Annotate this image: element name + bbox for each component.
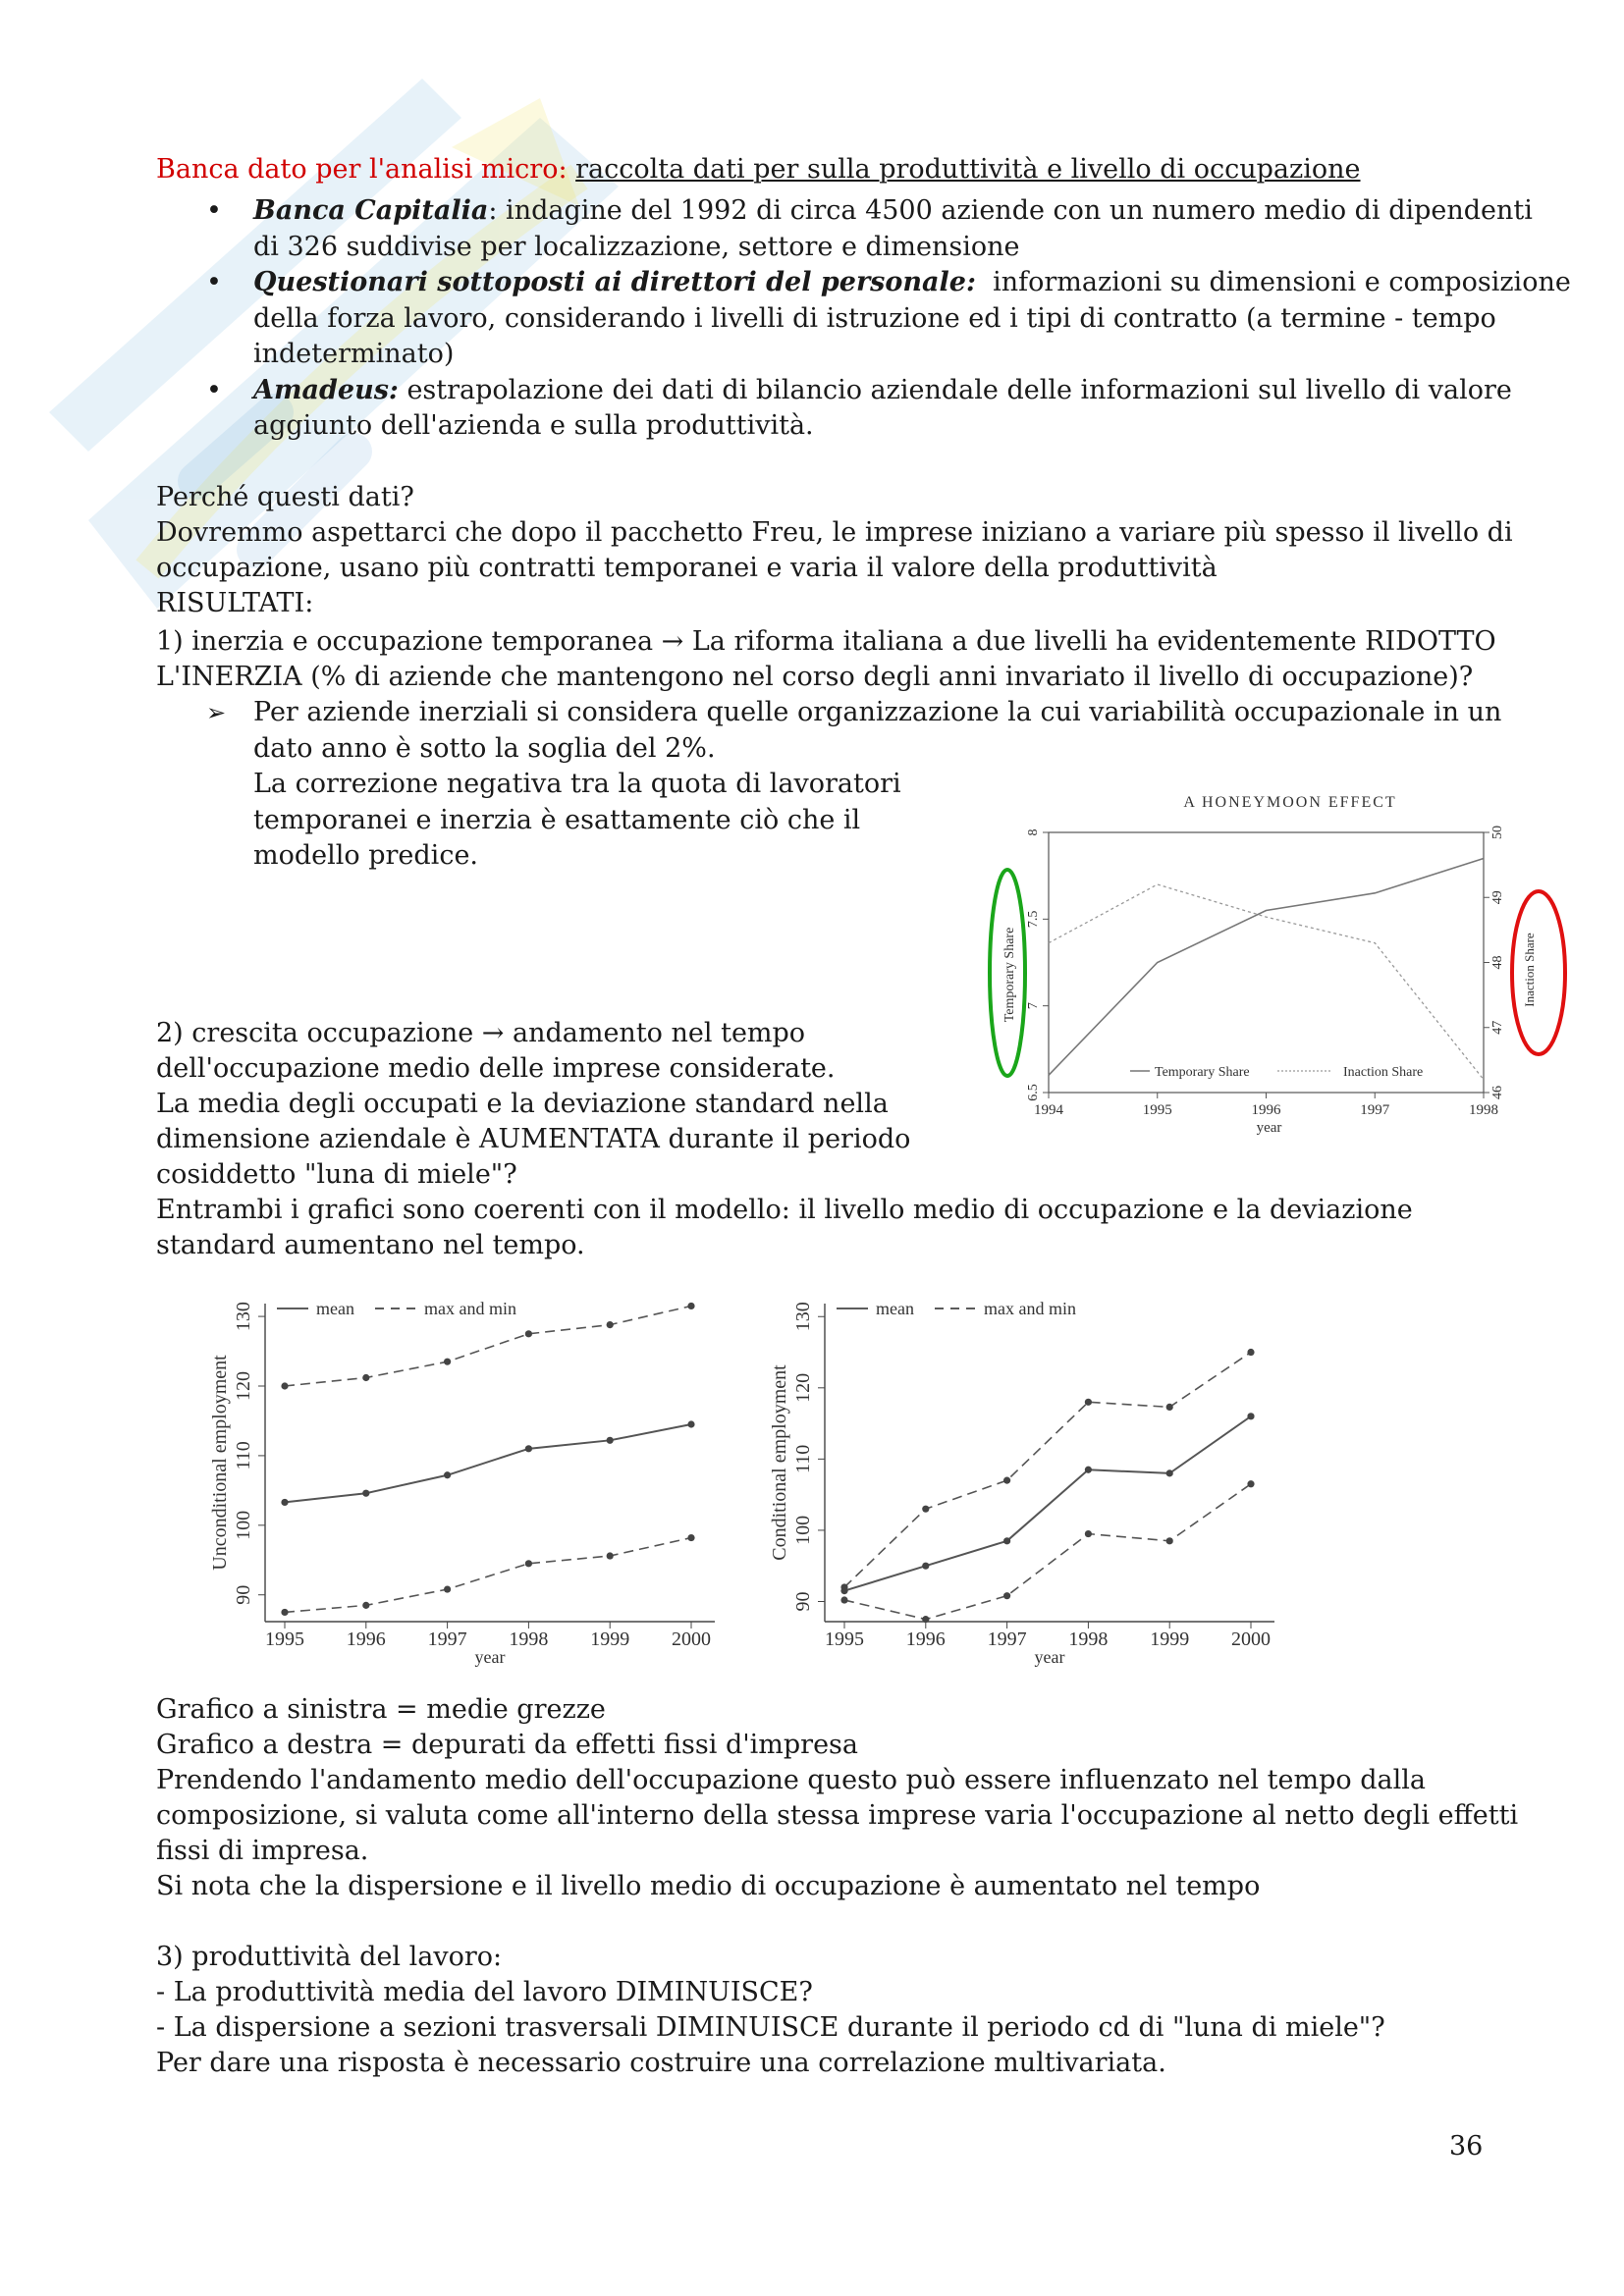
section-3-line-3: - La dispersione a sezioni trasversali DIMINUISCE durante il periodo cd di "luna di miele"?: [156, 2012, 1385, 2043]
plot-frame: [1049, 832, 1484, 1093]
y-tick-label: 110: [233, 1441, 254, 1470]
series-max-point: [281, 1382, 288, 1389]
series-min-point: [525, 1560, 532, 1567]
after-charts-line-3: Prendendo l'andamento medio dell'occupazione questo può essere influenzato nel tempo dalla: [156, 1765, 1426, 1795]
y-tick-label: 100: [792, 1515, 814, 1545]
x-tick-label: 1995: [1142, 1102, 1172, 1118]
y-tick-label: 90: [792, 1591, 814, 1612]
series-max-line: [844, 1353, 1251, 1587]
series-mean-point: [362, 1490, 369, 1497]
result-1-line-1: 1) inerzia e occupazione temporanea → La riforma italiana a due livelli ha evidentemente RIDOTTO: [156, 626, 1496, 657]
x-tick-label: 1999: [1150, 1629, 1190, 1650]
x-axis-label: year: [474, 1647, 506, 1667]
x-tick-label: 1998: [509, 1629, 549, 1650]
section-2-line-7: standard aumentano nel tempo.: [156, 1230, 585, 1260]
y-tick-label: 120: [792, 1372, 814, 1403]
bullet-text: : indagine del 1992 di circa 4500 aziende con un numero medio di dipendenti: [488, 195, 1533, 226]
conditional-employment-chart: [756, 1276, 1306, 1669]
series-temporary-share-line: [1049, 859, 1484, 1076]
series-mean-point: [1085, 1467, 1092, 1473]
series-mean-point: [607, 1437, 614, 1444]
after-charts-line-5: fissi di impresa.: [156, 1836, 369, 1866]
series-max-point: [362, 1374, 369, 1381]
series-mean-point: [687, 1420, 694, 1427]
data-sources-list: [206, 193, 1571, 445]
x-tick-label: 1996: [905, 1629, 946, 1650]
bullet-icon: •: [206, 267, 222, 297]
bullet-text: aggiunto dell'azienda e sulla produttività.: [253, 410, 814, 441]
series-min-line: [285, 1538, 691, 1613]
list-item-cont: [253, 301, 1496, 338]
series-mean-line: [844, 1416, 1251, 1591]
series-max-point: [1003, 1477, 1010, 1484]
series-mean-point: [1166, 1469, 1173, 1476]
x-axis-label: year: [1034, 1647, 1065, 1667]
list-item: [206, 373, 1512, 409]
series-min-point: [922, 1616, 929, 1623]
series-min-point: [607, 1552, 614, 1559]
y-right-tick-label: 48: [1490, 955, 1505, 970]
series-max-point: [1085, 1399, 1092, 1406]
legend-mean-label: mean: [876, 1299, 914, 1318]
series-min-point: [1247, 1480, 1254, 1487]
series-mean-point: [922, 1563, 929, 1570]
after-charts-line-4: composizione, si valuta come all'interno della stessa imprese varia l'occupazione al netto degli effetti: [156, 1800, 1519, 1831]
bullet-text: di 326 suddivise per localizzazione, settore e dimensione: [253, 231, 1020, 262]
section-2-line-3: La media degli occupati e la deviazione standard nella: [156, 1089, 889, 1119]
x-tick-label: 1997: [427, 1629, 467, 1650]
bullet-icon: •: [206, 195, 222, 226]
series-mean-point: [525, 1445, 532, 1452]
y-axis-label: Unconditional employment: [209, 1355, 231, 1571]
series-mean-point: [1247, 1413, 1254, 1419]
section-2-line-2: dell'occupazione medio delle imprese considerate.: [156, 1053, 836, 1084]
x-tick-label: 2000: [1231, 1629, 1271, 1650]
legend-temporary-label: Temporary Share: [1155, 1065, 1250, 1080]
series-mean-line: [285, 1424, 691, 1502]
why-text-1: Dovremmo aspettarci che dopo il pacchetto Freu, le imprese iniziano a variare più spesso il livello di: [156, 517, 1513, 548]
series-max-point: [444, 1359, 451, 1365]
series-min-point: [362, 1602, 369, 1609]
section-2-line-4: dimensione aziendale è AUMENTATA durante il periodo: [156, 1124, 911, 1154]
x-tick-label: 1998: [1068, 1629, 1109, 1650]
y-tick-label: 100: [233, 1510, 254, 1540]
arrow-bullet-icon: ➢: [206, 699, 227, 726]
section-3-line-4: Per dare una risposta è necessario costruire una correlazione multivariata.: [156, 2048, 1166, 2078]
list-item-cont: [253, 230, 1471, 266]
x-tick-label: 1996: [346, 1629, 386, 1650]
bullet-text: estrapolazione dei dati di bilancio aziendale delle informazioni sul livello di valore: [398, 374, 1512, 405]
bullet-term: Banca Capitalia: [253, 195, 489, 226]
series-max-point: [1166, 1404, 1173, 1411]
x-tick-label: 1996: [1251, 1102, 1281, 1118]
why-text-2: occupazione, usano più contratti temporanei e varia il valore della produttività: [156, 553, 1218, 583]
x-tick-label: 1998: [1469, 1102, 1498, 1118]
legend-maxmin-label: max and min: [984, 1299, 1076, 1318]
x-tick-label: 1999: [590, 1629, 630, 1650]
results-heading: RISULTATI:: [156, 588, 314, 618]
inertia-note-line: La correzione negativa tra la quota di lavoratori: [253, 769, 901, 799]
red-highlight-circle: [1512, 891, 1565, 1054]
series-mean-point: [1003, 1537, 1010, 1544]
honeymoon-chart: [978, 774, 1567, 1151]
y-tick-label: 130: [792, 1302, 814, 1332]
bullet-icon: •: [206, 374, 222, 405]
series-max-point: [922, 1506, 929, 1513]
y-tick-label: 110: [792, 1444, 814, 1474]
list-item-cont: [253, 337, 1471, 373]
inertia-note-line: temporanei e inerzia è esattamente ciò che il: [253, 804, 861, 835]
list-item: [206, 265, 1571, 301]
y-tick-label: 90: [233, 1584, 254, 1605]
section-3-line-2: - La produttività media del lavoro DIMINUISCE?: [156, 1977, 813, 2007]
bullet-text: indeterminato): [253, 339, 455, 369]
intro-red-label: Banca dato per l'analisi micro:: [156, 154, 576, 185]
x-tick-label: 1997: [1360, 1102, 1390, 1118]
series-min-point: [1085, 1530, 1092, 1537]
series-mean-point: [444, 1471, 451, 1478]
y-tick-label: 120: [233, 1371, 254, 1401]
y-right-tick-label: 47: [1490, 1020, 1505, 1035]
section-2-line-6: Entrambi i grafici sono coerenti con il modello: il livello medio di occupazione e la deviazione: [156, 1195, 1413, 1225]
y-left-tick-label: 8: [1026, 828, 1041, 836]
unconditional-employment-chart: [196, 1276, 746, 1669]
x-tick-label: 1995: [265, 1629, 304, 1650]
x-tick-label: 1995: [825, 1629, 864, 1650]
y-left-tick-label: 7: [1026, 1002, 1041, 1010]
series-mean-point: [840, 1587, 847, 1594]
inertia-note-line: dato anno è sotto la soglia del 2%.: [253, 732, 716, 764]
y-right-tick-label: 50: [1490, 826, 1505, 839]
inertia-note-line: Per aziende inerziali si considera quelle organizzazione la cui variabilità occupazionale in un: [253, 697, 1502, 727]
inertia-note-line: modello predice.: [253, 840, 478, 871]
after-charts-line-1: Grafico a sinistra = medie grezze: [156, 1694, 606, 1725]
intro-line: [156, 152, 1361, 188]
result-1-line-2: L'INERZIA (% di aziende che mantengono nel corso degli anni invariato il livello di occupazione)?: [156, 662, 1474, 692]
x-tick-label: 1997: [987, 1629, 1027, 1650]
bullet-term: Amadeus:: [253, 374, 399, 405]
page-number: 36: [1449, 2131, 1484, 2162]
series-max-point: [607, 1321, 614, 1328]
legend-mean-label: mean: [316, 1299, 354, 1318]
legend-maxmin-label: max and min: [424, 1299, 516, 1318]
y-axis-label: Conditional employment: [769, 1364, 790, 1561]
y-left-tick-label: 7.5: [1026, 910, 1041, 929]
series-max-point: [525, 1330, 532, 1337]
series-inaction-share-line: [1049, 884, 1484, 1080]
series-min-point: [840, 1596, 847, 1603]
legend-inaction-label: Inaction Share: [1343, 1065, 1424, 1080]
intro-underlined: raccolta dati per sulla produttività e livello di occupazione: [575, 154, 1361, 185]
y-tick-label: 130: [233, 1302, 254, 1332]
y-right-tick-label: 46: [1490, 1086, 1505, 1099]
after-charts-line-2: Grafico a destra = depurati da effetti fissi d'impresa: [156, 1730, 859, 1760]
y-left-tick-label: 6.5: [1026, 1084, 1041, 1101]
chart-title: A HONEYMOON EFFECT: [1183, 794, 1397, 811]
why-question: Perché questi dati?: [156, 482, 414, 512]
y-right-axis-label: Inaction Share: [1522, 933, 1537, 1007]
series-mean-point: [281, 1499, 288, 1506]
y-left-axis-label: Temporary Share: [1002, 927, 1017, 1023]
series-min-point: [1003, 1592, 1010, 1599]
x-tick-label: 2000: [672, 1629, 711, 1650]
series-max-point: [687, 1303, 694, 1309]
section-2-line-5: cosiddetto "luna di miele"?: [156, 1159, 517, 1190]
x-tick-label: 1994: [1034, 1102, 1063, 1118]
x-axis-label: year: [1256, 1120, 1282, 1136]
section-2-line-1: 2) crescita occupazione → andamento nel tempo: [156, 1018, 806, 1048]
list-item-cont: [253, 408, 1471, 445]
y-right-tick-label: 49: [1490, 890, 1505, 905]
bullet-term: Questionari sottoposti ai direttori del personale:: [253, 267, 976, 297]
bullet-text: della forza lavoro, considerando i livelli di istruzione ed i tipi di contratto (a termine - tempo: [253, 302, 1496, 334]
bullet-text: informazioni su dimensioni e composizione: [975, 267, 1571, 297]
series-min-point: [1166, 1537, 1173, 1544]
section-3-line-1: 3) produttività del lavoro:: [156, 1942, 503, 1972]
list-item: [206, 193, 1533, 230]
series-min-point: [687, 1534, 694, 1541]
series-min-point: [444, 1585, 451, 1592]
series-min-point: [281, 1609, 288, 1616]
series-max-point: [1247, 1349, 1254, 1356]
after-charts-line-6: Si nota che la dispersione e il livello medio di occupazione è aumentato nel tempo: [156, 1871, 1261, 1901]
